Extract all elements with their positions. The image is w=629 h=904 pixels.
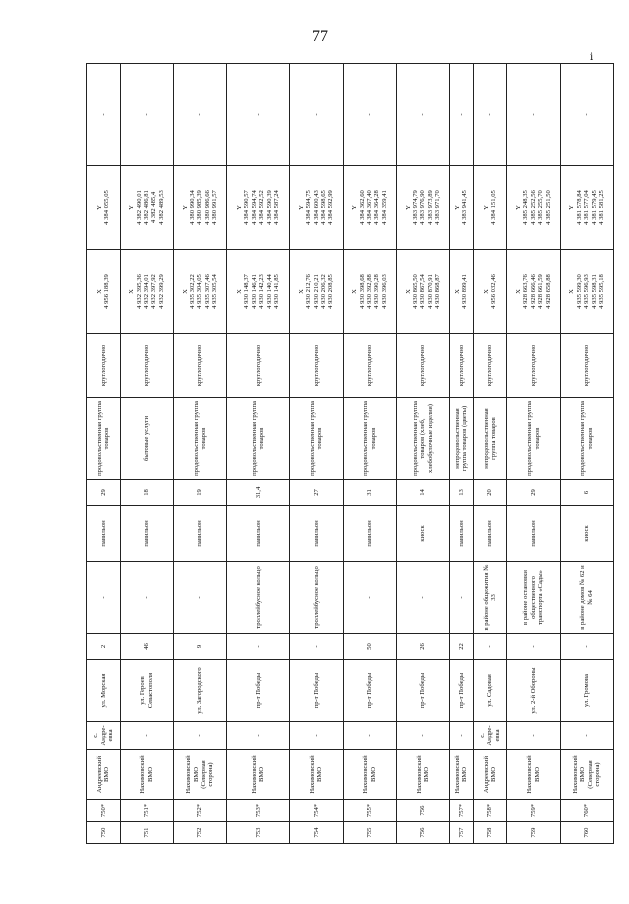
cell-code: 757* (450, 800, 474, 822)
table-row (507, 64, 560, 844)
table-row (227, 64, 290, 844)
coordinate-line: 4 381 577,04 (583, 190, 591, 225)
coordinate-line: 4 928 666,46 (529, 274, 537, 309)
cell-house: 26 (396, 634, 449, 660)
cell-landmark: - (87, 562, 121, 634)
cell-area: 27 (290, 480, 343, 506)
cell-extra: - (343, 64, 396, 166)
coordinate-line: Y (515, 205, 523, 210)
cell-house: 50 (343, 634, 396, 660)
cell-type: павильон (120, 506, 173, 562)
cell-code: 756 (396, 800, 449, 822)
cell-locality: - (343, 722, 396, 750)
coordinate-line: 4 930 867,54 (419, 274, 427, 309)
cell-area: 29 (87, 480, 121, 506)
coordinate-line: X (128, 289, 136, 294)
cell-y (473, 166, 507, 250)
cell-specialization: продовольственная группа товаров (173, 398, 226, 480)
table-row (343, 64, 396, 844)
coordinate-line: 4 930 390,28 (373, 274, 381, 309)
cell-house: - (290, 634, 343, 660)
cell-x (473, 250, 507, 334)
coordinate-line: 4 383 941,45 (461, 190, 469, 225)
cell-y (290, 166, 343, 250)
coordinate-line: 4 385 251,50 (544, 190, 552, 225)
cell-y (450, 166, 474, 250)
coordinate-line: 4 384 362,60 (358, 190, 366, 225)
cell-code: 758* (473, 800, 507, 822)
cell-district: Нахимовский ВМО (343, 750, 396, 800)
coordinate-line: 4 930 870,91 (426, 274, 434, 309)
coordinate-line: 4 382 486,81 (143, 190, 151, 225)
cell-landmark: - (343, 562, 396, 634)
coordinate-line: X (95, 289, 103, 294)
coordinate-line: 4 930 140,44 (265, 274, 273, 309)
cell-locality: с. Андре-евка (87, 722, 121, 750)
cell-specialization: продовольственная группа товаров (560, 398, 613, 480)
coordinate-line: 4 935 304,05 (196, 274, 204, 309)
coordinate-line: 4 382 490,01 (135, 190, 143, 225)
coordinate-line: 4 383 974,79 (411, 190, 419, 225)
cell-locality: - (290, 722, 343, 750)
cell-district: Нахимовский ВМО (Северная сторона) (173, 750, 226, 800)
cell-extra: - (87, 64, 121, 166)
cell-y (396, 166, 449, 250)
coordinate-line: 4 935 305,54 (211, 274, 219, 309)
cell-street: пр-т Победы (343, 660, 396, 722)
cell-landmark: - (173, 562, 226, 634)
cell-num: 758 (473, 822, 507, 844)
cell-locality: с. Андре-евка (473, 722, 507, 750)
cell-street: пр-т Победы (396, 660, 449, 722)
cell-house: - (473, 634, 507, 660)
coordinate-line: 4 384 359,41 (380, 190, 388, 225)
coordinate-line: 4 930 865,50 (411, 274, 419, 309)
cell-area: 18 (120, 480, 173, 506)
cell-period: круглогодично (343, 334, 396, 398)
coordinate-line: 4 384 594,75 (305, 190, 313, 225)
coordinate-line: X (515, 289, 523, 294)
cell-extra: - (473, 64, 507, 166)
cell-house: - (507, 634, 560, 660)
cell-street: ул. 2-й Обороны (507, 660, 560, 722)
cell-period: круглогодично (290, 334, 343, 398)
cell-x (450, 250, 474, 334)
cell-street: ул. Громова (560, 660, 613, 722)
coordinate-line: 4 928 658,88 (544, 274, 552, 309)
coordinate-line: 4 384 367,40 (365, 190, 373, 225)
table-row (120, 64, 173, 844)
coordinate-line: X (454, 289, 462, 294)
cell-district: Нахимовский ВМО (396, 750, 449, 800)
cell-landmark: - (120, 562, 173, 634)
coordinate-line: 4 380 990,34 (188, 190, 196, 225)
cell-landmark: в районе общежития № 33 (473, 562, 507, 634)
coordinate-line: 4 930 142,23 (258, 274, 266, 309)
table-row (290, 64, 343, 844)
cell-district: Нахимовский ВМО (450, 750, 474, 800)
cell-num: 756 (396, 822, 449, 844)
cell-period: круглогодично (227, 334, 290, 398)
cell-locality: - (173, 722, 226, 750)
cell-area: 13 (450, 480, 474, 506)
coordinate-line: 4 930 396,03 (380, 274, 388, 309)
cell-area: 29 (507, 480, 560, 506)
cell-area: 31,4 (227, 480, 290, 506)
cell-num: 757 (450, 822, 474, 844)
coordinate-line: 4 935 598,31 (590, 274, 598, 309)
cell-district: Нахимовский ВМО (227, 750, 290, 800)
coordinate-line: Y (236, 205, 244, 210)
coordinate-line: X (297, 289, 305, 294)
cell-district: Нахимовский ВМО (120, 750, 173, 800)
coordinate-line: 4 384 592,52 (258, 190, 266, 225)
cell-type: павильон (87, 506, 121, 562)
cell-extra: - (227, 64, 290, 166)
cell-y (560, 166, 613, 250)
cell-street: пр-т Победы (227, 660, 290, 722)
cell-house: - (227, 634, 290, 660)
coordinate-line: Y (351, 205, 359, 210)
coordinate-line: 4 930 868,87 (434, 274, 442, 309)
cell-extra: - (396, 64, 449, 166)
rotated-table-container (86, 64, 614, 844)
cell-street: пр-т Победы (450, 660, 474, 722)
coordinate-line: Y (454, 205, 462, 210)
coordinate-line: 4 932 395,36 (135, 274, 143, 309)
coordinate-line: 4 383 973,89 (426, 190, 434, 225)
coordinate-line: 4 928 661,59 (537, 274, 545, 309)
cell-street: пр-т Победы (290, 660, 343, 722)
cell-district: Нахимовский ВМО (290, 750, 343, 800)
coordinate-line: 4 382 489,53 (157, 190, 165, 225)
cell-y (173, 166, 226, 250)
cell-code: 752* (173, 800, 226, 822)
coordinate-line: 4 383 976,90 (419, 190, 427, 225)
coordinate-line: 4 381 578,84 (575, 190, 583, 225)
table-row (396, 64, 449, 844)
cell-code: 754* (290, 800, 343, 822)
corner-mark: ⅰ (590, 52, 594, 63)
coordinate-line: 4 380 986,66 (203, 190, 211, 225)
cell-x (560, 250, 613, 334)
cell-extra: - (120, 64, 173, 166)
cell-period: круглогодично (87, 334, 121, 398)
coordinate-line: Y (95, 205, 103, 210)
cell-num: 750 (87, 822, 121, 844)
cell-landmark: в районе домов № 62 и № 64 (560, 562, 613, 634)
cell-type: павильон (343, 506, 396, 562)
cell-x (120, 250, 173, 334)
cell-locality: - (396, 722, 449, 750)
coordinate-line: 4 935 302,22 (188, 274, 196, 309)
cell-type: павильон (507, 506, 560, 562)
coordinate-line: 4 380 985,39 (196, 190, 204, 225)
cell-code: 751* (120, 800, 173, 822)
cell-period: круглогодично (120, 334, 173, 398)
coordinate-line: 4 930 146,41 (250, 274, 258, 309)
coordinate-line: 4 928 663,76 (522, 274, 530, 309)
table-row (87, 64, 121, 844)
coordinate-line: 4 930 899,41 (461, 274, 469, 309)
cell-specialization: продовольственная группа товаров (хлеб, хлебобулочные изделия) (396, 398, 449, 480)
cell-x (343, 250, 396, 334)
coordinate-line: X (404, 289, 412, 294)
coordinate-line: Y (128, 205, 136, 210)
coordinate-line: 4 384 590,39 (265, 190, 273, 225)
cell-area: 14 (396, 480, 449, 506)
coordinate-line: Y (568, 205, 576, 210)
coordinate-line: 4 935 596,93 (583, 274, 591, 309)
cell-house: 9 (173, 634, 226, 660)
cell-x (227, 250, 290, 334)
cell-x (396, 250, 449, 334)
coordinate-line: 4 932 394,01 (143, 274, 151, 309)
coordinate-line: X (482, 289, 490, 294)
cell-extra: - (173, 64, 226, 166)
cell-code: 750* (87, 800, 121, 822)
cell-code: 760* (560, 800, 613, 822)
cell-street: ул. Загородского (173, 660, 226, 722)
coordinate-line: 4 930 398,68 (358, 274, 366, 309)
cell-locality: - (450, 722, 474, 750)
cell-district: Андреевский ВМО (473, 750, 507, 800)
cell-area: 31 (343, 480, 396, 506)
cell-num: 753 (227, 822, 290, 844)
cell-period: круглогодично (396, 334, 449, 398)
coordinate-line: 4 930 210,21 (312, 274, 320, 309)
coordinate-line: 4 384 594,74 (250, 190, 258, 225)
cell-type: павильон (473, 506, 507, 562)
cell-locality: - (560, 722, 613, 750)
cell-locality: - (507, 722, 560, 750)
cell-num: 760 (560, 822, 613, 844)
coordinate-line: 4 384 055,05 (103, 190, 111, 225)
coordinate-line: 4 384 587,24 (272, 190, 280, 225)
coordinate-line: 4 930 206,32 (320, 274, 328, 309)
cell-type: павильон (450, 506, 474, 562)
cell-district: Нахимовский ВМО (Северная сторона) (560, 750, 613, 800)
cell-type: павильон (290, 506, 343, 562)
cell-specialization: непродовольственная группа товаров (473, 398, 507, 480)
coordinate-line: 4 385 252,56 (529, 190, 537, 225)
coordinate-line: 4 380 991,57 (211, 190, 219, 225)
cell-num: 754 (290, 822, 343, 844)
coordinate-line: 4 382 485,4 (150, 191, 158, 224)
cell-period: круглогодично (173, 334, 226, 398)
cell-landmark: в районе остановки общественного транспорта «Сады» (507, 562, 560, 634)
table-row (473, 64, 507, 844)
cell-locality: - (120, 722, 173, 750)
coordinate-line: Y (297, 205, 305, 210)
coordinate-line: 4 381 579,45 (590, 190, 598, 225)
cell-code: 753* (227, 800, 290, 822)
coordinate-line: 4 930 141,85 (272, 274, 280, 309)
cell-extra: - (290, 64, 343, 166)
coordinate-line: 4 930 392,88 (365, 274, 373, 309)
table-row (450, 64, 474, 844)
cell-num: 755 (343, 822, 396, 844)
cell-num: 759 (507, 822, 560, 844)
cell-code: 755* (343, 800, 396, 822)
cell-street: ул. Морская (87, 660, 121, 722)
cell-y (120, 166, 173, 250)
cell-house: 46 (120, 634, 173, 660)
cell-specialization: продовольственная группа товаров (87, 398, 121, 480)
table-row (173, 64, 226, 844)
cell-house: 2 (87, 634, 121, 660)
coordinate-line: 4 956 032,46 (490, 274, 498, 309)
cell-x (507, 250, 560, 334)
cell-district: Нахимовский ВМО (507, 750, 560, 800)
cell-specialization: продовольственная группа товаров (290, 398, 343, 480)
cell-extra: - (560, 64, 613, 166)
cell-y (227, 166, 290, 250)
cell-area: 20 (473, 480, 507, 506)
cell-area: 6 (560, 480, 613, 506)
cell-code: 759* (507, 800, 560, 822)
coordinate-line: 4 384 598,65 (320, 190, 328, 225)
cell-specialization: продовольственная группа товаров (507, 398, 560, 480)
page-number: 77 (312, 28, 328, 45)
coordinate-line: 4 381 581,25 (597, 190, 605, 225)
cell-locality: - (227, 722, 290, 750)
coordinate-line: 4 383 971,70 (434, 190, 442, 225)
cell-specialization: бытовые услуги (120, 398, 173, 480)
coordinate-line: 4 384 600,43 (312, 190, 320, 225)
coordinate-line: 4 385 255,70 (537, 190, 545, 225)
cell-y (343, 166, 396, 250)
kiosk-placement-table (86, 63, 614, 844)
coordinate-line: Y (482, 205, 490, 210)
cell-extra: - (450, 64, 474, 166)
coordinate-line: 4 932 399,29 (157, 274, 165, 309)
coordinate-line: Y (181, 205, 189, 210)
coordinate-line: 4 384 590,57 (243, 190, 251, 225)
cell-num: 751 (120, 822, 173, 844)
cell-landmark: - (450, 562, 474, 634)
coordinate-line: X (351, 289, 359, 294)
cell-x (173, 250, 226, 334)
cell-type: павильон (227, 506, 290, 562)
cell-num: 752 (173, 822, 226, 844)
cell-street: ул. Садовая (473, 660, 507, 722)
coordinate-line: 4 384 592,99 (327, 190, 335, 225)
coordinate-line: X (236, 289, 244, 294)
cell-street: ул. Героев Севастополя (120, 660, 173, 722)
table-rotator (86, 64, 614, 844)
coordinate-line: 4 930 212,76 (305, 274, 313, 309)
coordinate-line: 4 932 397,92 (150, 274, 158, 309)
coordinate-line: 4 956 188,39 (103, 274, 111, 309)
cell-x (87, 250, 121, 334)
coordinate-line: X (181, 289, 189, 294)
cell-landmark: троллейбусное кольцо (290, 562, 343, 634)
cell-house: 22 (450, 634, 474, 660)
cell-type: киоск (396, 506, 449, 562)
cell-specialization: продовольственная группа товаров (227, 398, 290, 480)
coordinate-line: 4 384 151,05 (490, 190, 498, 225)
cell-district: Андреевский ВМО (87, 750, 121, 800)
cell-landmark: - (396, 562, 449, 634)
coordinate-line: Y (404, 205, 412, 210)
cell-landmark: троллейбусное кольцо (227, 562, 290, 634)
cell-y (87, 166, 121, 250)
cell-extra: - (507, 64, 560, 166)
cell-x (290, 250, 343, 334)
coordinate-line: 4 384 364,28 (373, 190, 381, 225)
cell-area: 19 (173, 480, 226, 506)
coordinate-line: 4 935 595,18 (597, 274, 605, 309)
coordinate-line: X (568, 289, 576, 294)
table-body (87, 64, 614, 844)
cell-type: киоск (560, 506, 613, 562)
cell-period: круглогодично (450, 334, 474, 398)
cell-period: круглогодично (560, 334, 613, 398)
cell-specialization: непродовольственная группа товаров (цветы) (450, 398, 474, 480)
cell-specialization: продовольственная группа товаров (343, 398, 396, 480)
table-row (560, 64, 613, 844)
cell-period: круглогодично (473, 334, 507, 398)
coordinate-line: 4 385 248,35 (522, 190, 530, 225)
cell-type: павильон (173, 506, 226, 562)
coordinate-line: 4 935 599,30 (575, 274, 583, 309)
coordinate-line: 4 935 307,46 (203, 274, 211, 309)
cell-y (507, 166, 560, 250)
coordinate-line: 4 930 208,85 (327, 274, 335, 309)
cell-house: - (560, 634, 613, 660)
cell-period: круглогодично (507, 334, 560, 398)
coordinate-line: 4 930 148,37 (243, 274, 251, 309)
